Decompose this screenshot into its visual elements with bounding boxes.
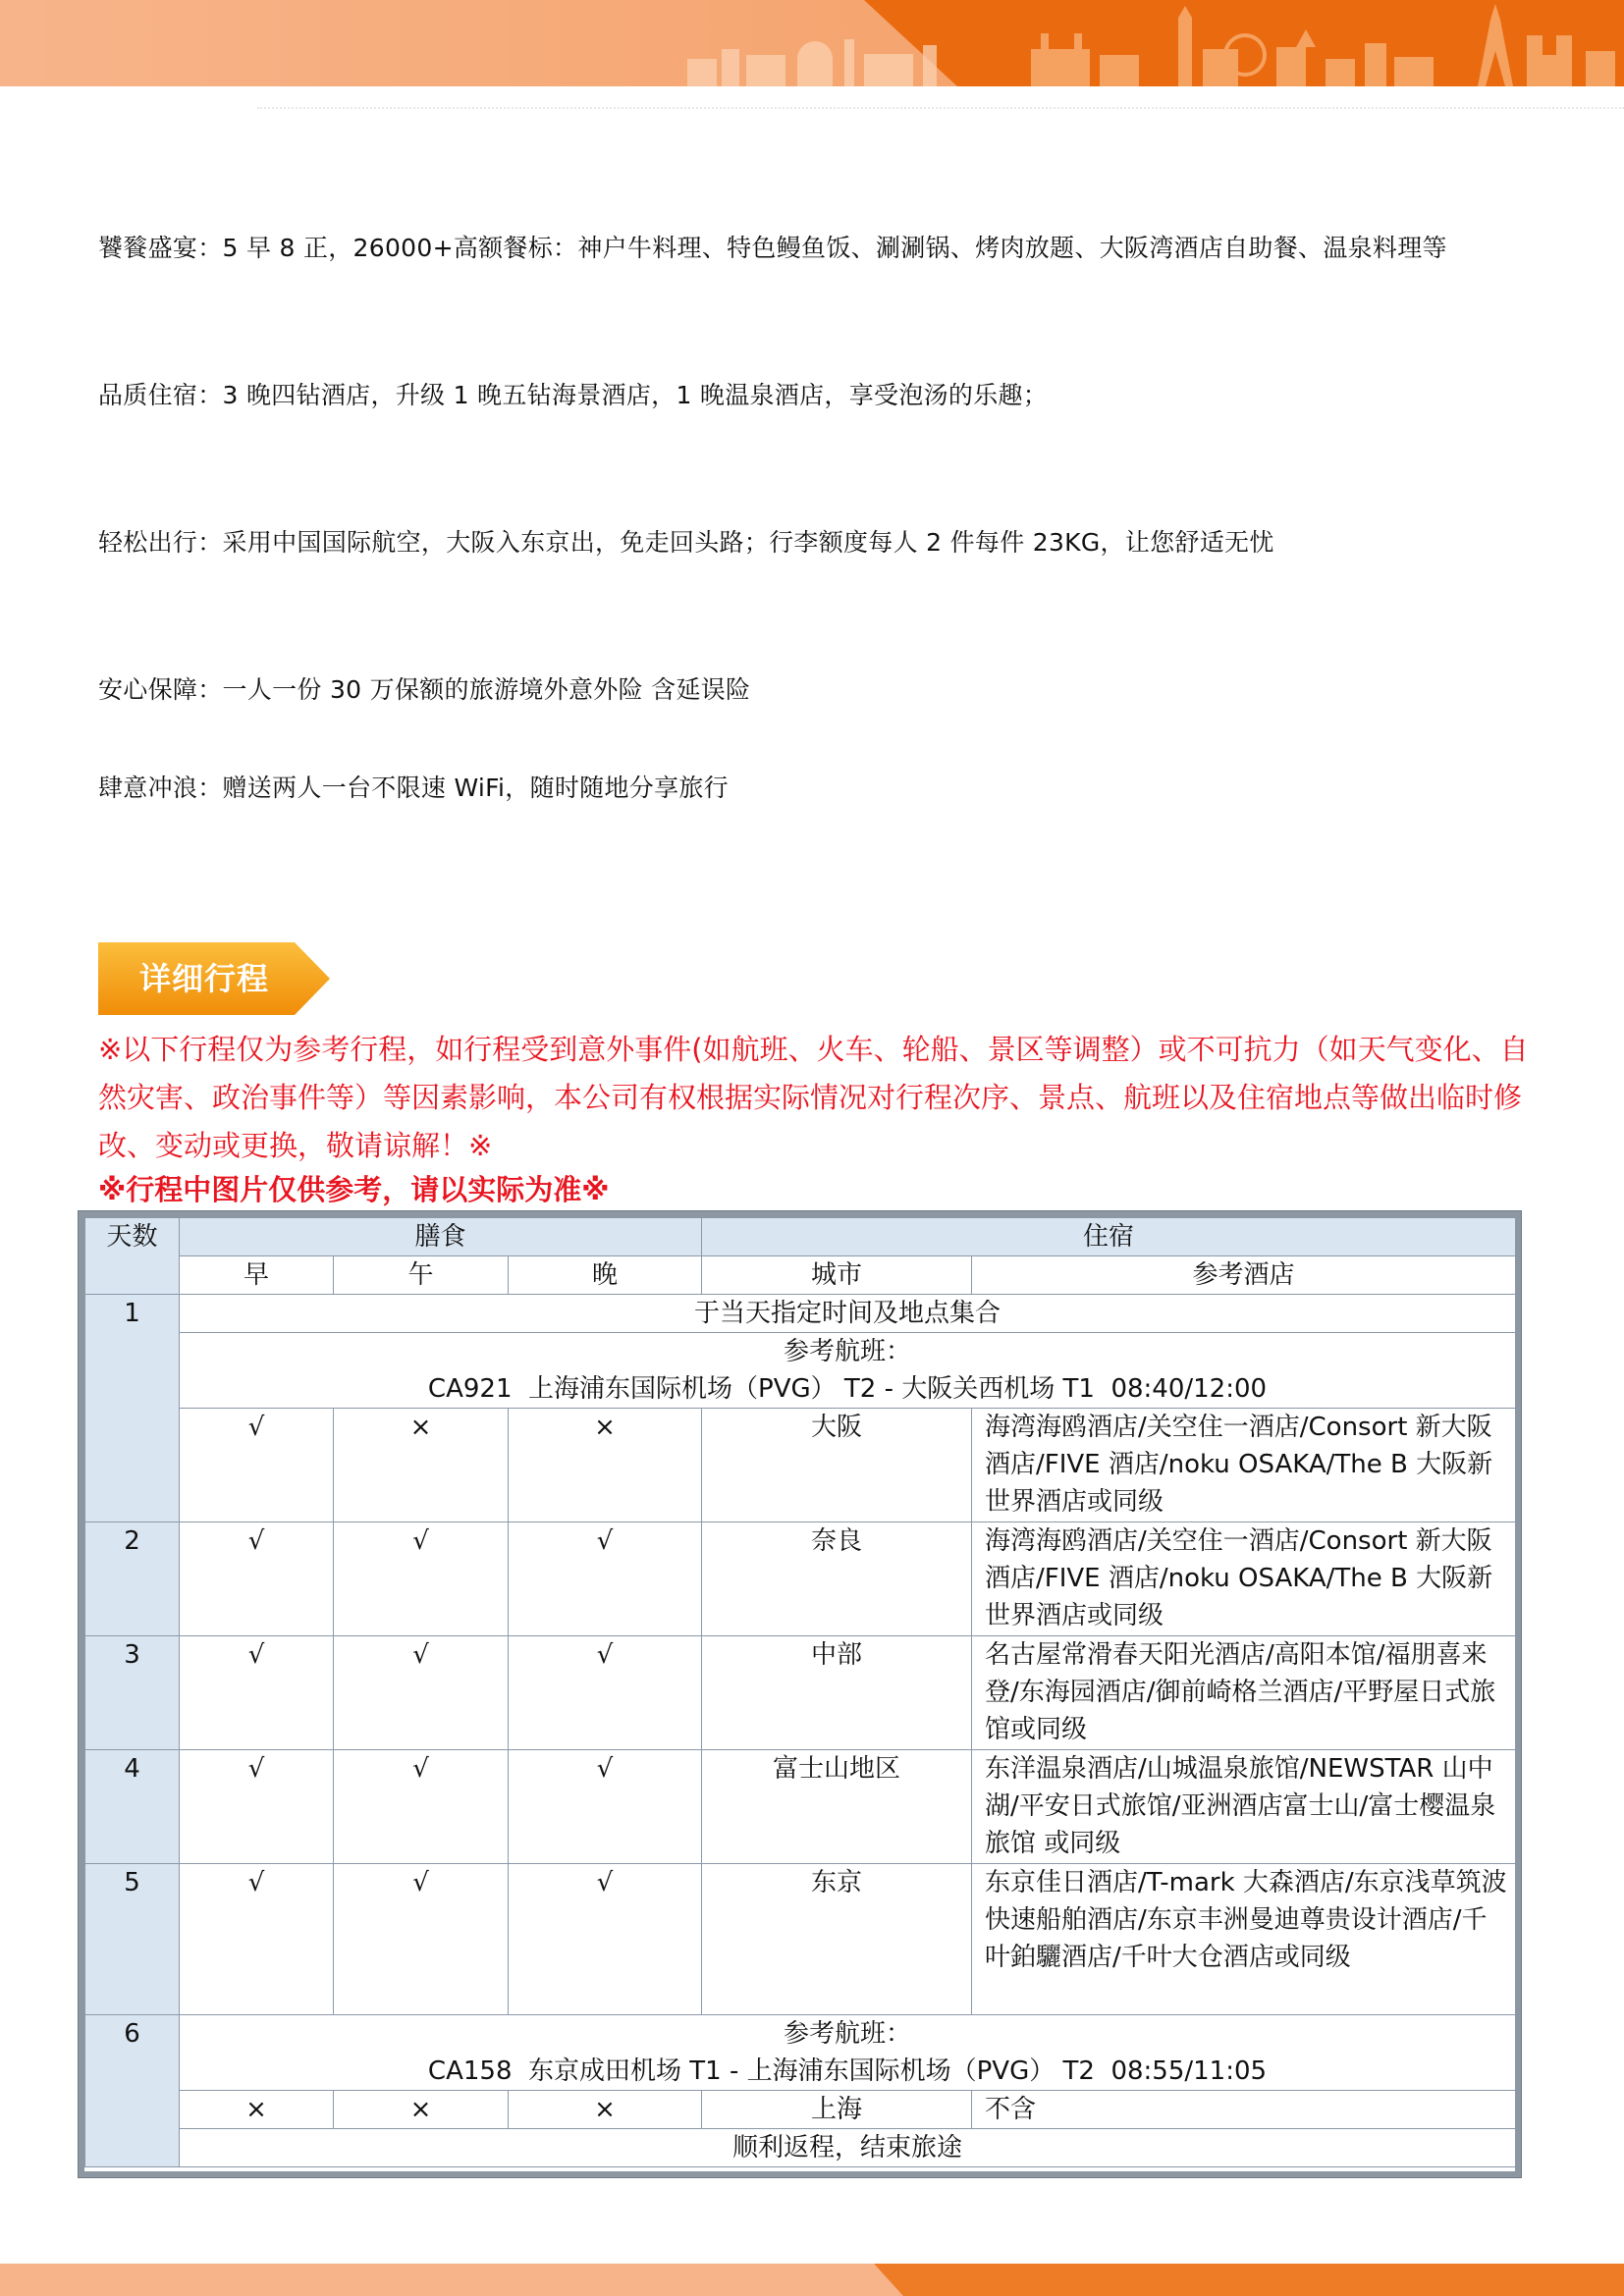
header-meals: 膳食: [180, 1218, 702, 1256]
breakfast-cell: ×: [180, 2091, 334, 2129]
header-city: 城市: [702, 1256, 972, 1295]
hotel-cell: 名古屋常滑春天阳光酒店/高阳本馆/福朋喜来登/东海园酒店/御前崎格兰酒店/平野屋日式旅馆或同级: [972, 1636, 1516, 1750]
table-row: [85, 1295, 1516, 1333]
header-breakfast: 早: [180, 1256, 334, 1295]
breakfast-cell: √: [180, 1522, 334, 1636]
section-title: 详细行程: [139, 960, 270, 997]
flight-info: [180, 1333, 1516, 1409]
day-number: 6: [85, 2015, 180, 2167]
city-cell: 奈良: [702, 1522, 972, 1636]
header-lodging: 住宿: [702, 1218, 1516, 1256]
header-dinner: 晚: [509, 1256, 702, 1295]
breakfast-cell: √: [180, 1409, 334, 1522]
table-row: [85, 1750, 1516, 1864]
dinner-cell: √: [509, 1750, 702, 1864]
city-cell: 富士山地区: [702, 1750, 972, 1864]
table-row: [85, 2091, 1516, 2129]
lunch-cell: ×: [334, 2091, 509, 2129]
table-row: [85, 2129, 1516, 2167]
header-divider: [257, 107, 1624, 109]
flight-detail: CA158 东京成田机场 T1 - 上海浦东国际机场（PVG） T2 08:55/11:05: [427, 2056, 1268, 2086]
header-days: 天数: [85, 1218, 180, 1295]
end-note: 顺利返程，结束旅途: [180, 2129, 1516, 2167]
flight-info: [180, 2015, 1516, 2091]
lunch-cell: √: [334, 1864, 509, 2015]
day-number: 5: [85, 1864, 180, 2015]
lunch-cell: √: [334, 1750, 509, 1864]
lunch-cell: √: [334, 1636, 509, 1750]
feature-dining: 饕餮盛宴：5 早 8 正，26000+高额餐标：神户牛料理、特色鳗鱼饭、涮涮锅、烤肉放题、大阪湾酒店自助餐、温泉料理等: [98, 234, 1447, 262]
city-cell: 东京: [702, 1864, 972, 2015]
lunch-cell: √: [334, 1522, 509, 1636]
image-notice: ※行程中图片仅供参考，请以实际为准※: [98, 1173, 610, 1206]
dinner-cell: √: [509, 1636, 702, 1750]
city-cell: 中部: [702, 1636, 972, 1750]
feature-transport: 轻松出行：采用中国国际航空，大阪入东京出，免走回头路；行李额度每人 2 件每件 23KG，让您舒适无忧: [98, 528, 1274, 557]
day-number: 3: [85, 1636, 180, 1750]
table-row: [85, 1864, 1516, 2015]
hotel-cell: 东京佳日酒店/T-mark 大森酒店/东京浅草筑波快速船舶酒店/东京丰洲曼迪尊贵设计酒店/千叶鉑驪酒店/千叶大仓酒店或同级: [972, 1864, 1516, 2015]
lunch-cell: ×: [334, 1409, 509, 1522]
table-row: [85, 1522, 1516, 1636]
table-row: [85, 1333, 1516, 1409]
itinerary-notice: ※以下行程仅为参考行程，如行程受到意外事件(如航班、火车、轮船、景区等调整）或不可抗力（如天气变化、自然灾害、政治事件等）等因素影响，本公司有权根据实际情况对行程次序、景点、航班以及住宿地点等做出临时修改、变动或更换，敬请谅解！※: [98, 1033, 1529, 1162]
day-number: 1: [85, 1295, 180, 1522]
table-subheader-row: [85, 1256, 1516, 1295]
feature-insurance: 安心保障：一人一份 30 万保额的旅游境外意外险 含延误险: [98, 675, 751, 704]
day-number: 2: [85, 1522, 180, 1636]
table-header-row: [85, 1218, 1516, 1256]
dinner-cell: ×: [509, 1409, 702, 1522]
breakfast-cell: √: [180, 1636, 334, 1750]
hotel-cell: 不含: [972, 2091, 1516, 2129]
hotel-cell: 东洋温泉酒店/山城温泉旅馆/NEWSTAR 山中湖/平安日式旅馆/亚洲酒店富士山/富士樱温泉旅馆 或同级: [972, 1750, 1516, 1864]
flight-detail: CA921 上海浦东国际机场（PVG） T2 - 大阪关西机场 T1 08:40/12:00: [427, 1374, 1268, 1404]
flight-label: 参考航班：: [784, 1337, 912, 1366]
hotel-cell: 海湾海鸥酒店/关空住一酒店/Consort 新大阪酒店/FIVE 酒店/noku OSAKA/The B 大阪新世界酒店或同级: [972, 1409, 1516, 1522]
city-cell: 大阪: [702, 1409, 972, 1522]
breakfast-cell: √: [180, 1750, 334, 1864]
feature-wifi: 肆意冲浪：赠送两人一台不限速 WiFi，随时随地分享旅行: [98, 774, 729, 802]
header-banner: [0, 0, 1624, 86]
dinner-cell: √: [509, 1522, 702, 1636]
table-row: [85, 2015, 1516, 2091]
city-cell: 上海: [702, 2091, 972, 2129]
day-number: 4: [85, 1750, 180, 1864]
table-row: [85, 1409, 1516, 1522]
hotel-cell: 海湾海鸥酒店/关空住一酒店/Consort 新大阪酒店/FIVE 酒店/noku OSAKA/The B 大阪新世界酒店或同级: [972, 1522, 1516, 1636]
section-title-tag: [98, 942, 330, 1015]
itinerary-table: [84, 1217, 1516, 2167]
gather-note: 于当天指定时间及地点集合: [180, 1295, 1516, 1333]
header-hotel: 参考酒店: [972, 1256, 1516, 1295]
flight-label: 参考航班：: [784, 2019, 912, 2049]
table-row: [85, 1636, 1516, 1750]
feature-lodging: 品质住宿：3 晚四钻酒店，升级 1 晚五钻海景酒店，1 晚温泉酒店，享受泡汤的乐趣；: [98, 381, 1049, 409]
breakfast-cell: √: [180, 1864, 334, 2015]
header-lunch: 午: [334, 1256, 509, 1295]
dinner-cell: √: [509, 1864, 702, 2015]
itinerary-table-frame: [78, 1210, 1522, 2178]
dinner-cell: ×: [509, 2091, 702, 2129]
footer-banner: [0, 2264, 1624, 2296]
